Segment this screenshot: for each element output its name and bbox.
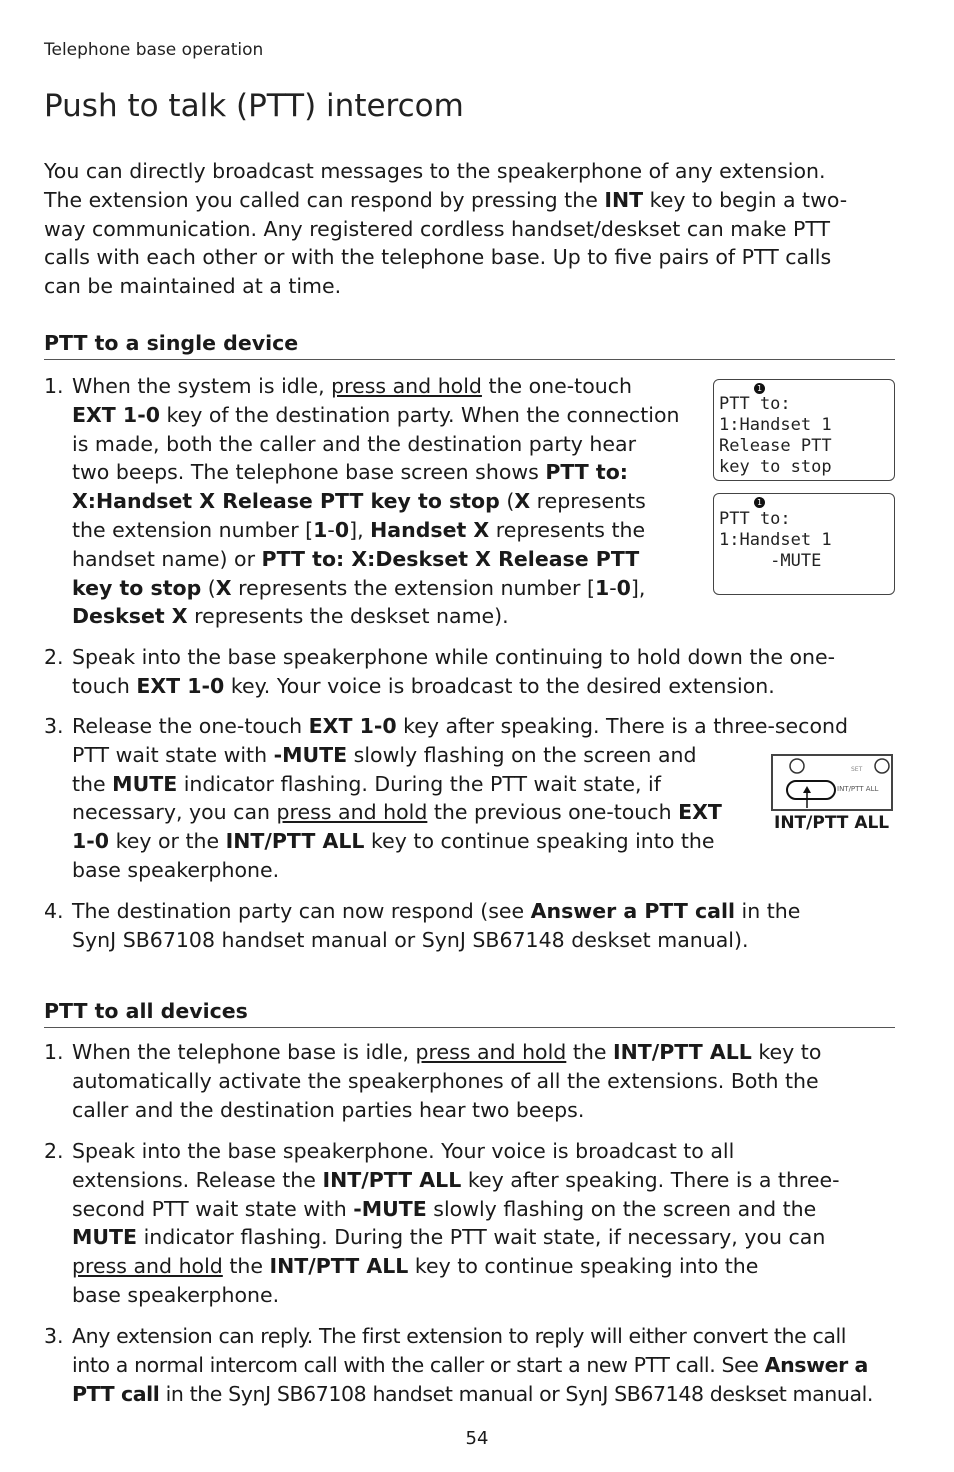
lcd-line: -MUTE: [719, 551, 822, 571]
lcd-screen-release-ptt: [713, 379, 895, 481]
key-panel-drawing: [773, 756, 891, 809]
handset-indicator-icon: 1: [754, 497, 765, 508]
running-header: Telephone base operation: [44, 40, 264, 60]
key-caption: INT/PTT ALL: [774, 813, 890, 833]
lcd-screen-mute: [713, 493, 895, 595]
set-key-label: SET: [851, 766, 863, 773]
intro-paragraph: You can directly broadcast messages to the speakerphone of any extension. The extension you called can respond by pressing the INT key to begin a two- way communication. Any registered cordless handset/deskset can make PTT calls with each other or with the telephone base. Up to five pairs of PTT calls can be maintained at a time.: [44, 159, 848, 299]
int-ptt-all-key-label: INT/PTT ALL: [837, 785, 879, 793]
lcd-line: 1:Handset 1: [719, 415, 832, 435]
page-title: Push to talk (PTT) intercom: [44, 88, 464, 124]
key-panel-illustration: [771, 754, 893, 811]
lcd-line: PTT to:: [719, 509, 791, 529]
lcd-line: 1:Handset 1: [719, 530, 832, 550]
handset-indicator-icon: 1: [754, 383, 765, 394]
lcd-line: Release PTT: [719, 436, 832, 456]
section-heading-single-device: PTT to a single device: [44, 331, 895, 360]
lcd-line: key to stop: [719, 457, 832, 477]
page-number: 54: [465, 1428, 489, 1449]
section-heading-all-devices: PTT to all devices: [44, 999, 895, 1028]
lcd-line: PTT to:: [719, 394, 791, 414]
